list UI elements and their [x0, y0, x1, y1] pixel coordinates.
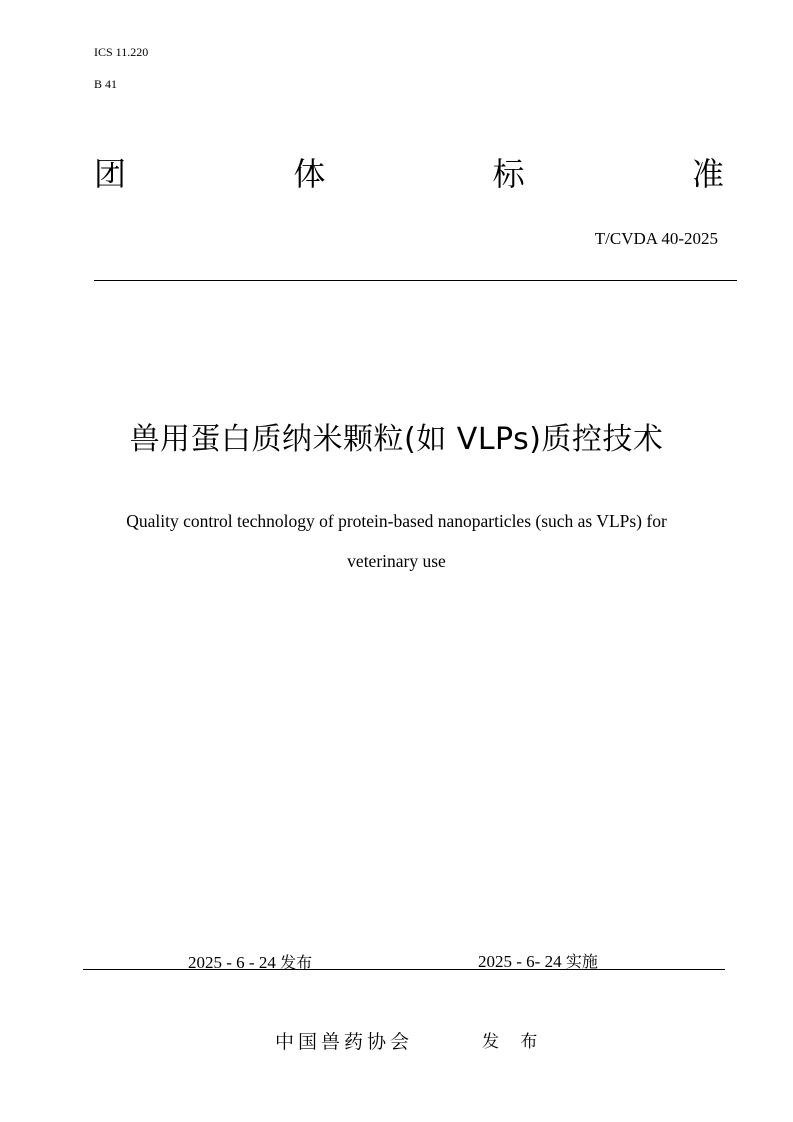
- issue-label: 发布: [280, 953, 313, 972]
- title-english: [80, 501, 713, 581]
- implementation-label: 实施: [565, 952, 598, 971]
- ics-code: ICS 11.220: [94, 45, 149, 59]
- footer-divider: [83, 969, 725, 970]
- title-english-line-1: Quality control technology of protein-based nanoparticles (such as VLPs) for: [126, 511, 667, 531]
- title-english-line-2: veterinary use: [347, 551, 446, 571]
- ccs-code: B 41: [94, 77, 118, 91]
- standard-number: T/CVDA 40-2025: [594, 229, 718, 248]
- issue-date: 2025 - 6 - 24: [188, 953, 276, 972]
- standard-type-char: 准: [691, 155, 724, 193]
- publisher-name: 中国兽药协会: [275, 1031, 414, 1053]
- publish-label: 发 布: [482, 1032, 546, 1052]
- standard-type-heading: [94, 150, 724, 194]
- standard-type-char: 体: [293, 155, 326, 193]
- standard-type-char: 团: [94, 155, 127, 193]
- header-divider: [94, 280, 737, 281]
- standard-type-char: 标: [492, 155, 525, 193]
- title-chinese: 兽用蛋白质纳米颗粒(如 VLPs)质控技术: [129, 422, 664, 457]
- implementation-date: 2025 - 6- 24: [478, 952, 562, 971]
